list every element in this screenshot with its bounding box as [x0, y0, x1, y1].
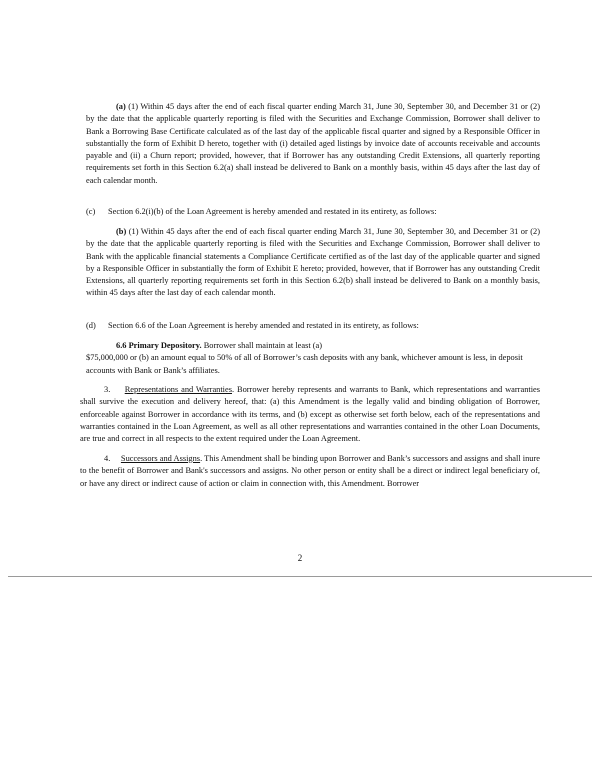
section-4 [80, 453, 540, 490]
paragraph-6-6 [86, 340, 540, 377]
section-3-title: Representations and Warranties [124, 385, 232, 394]
amendment-item-d [86, 320, 540, 332]
amendment-item-c [86, 206, 540, 218]
paragraph-6-2-b [86, 226, 540, 300]
section-6-6-heading: 6.6 Primary Depository. [116, 341, 202, 350]
page-divider [8, 576, 592, 577]
item-d-text: Section 6.6 of the Loan Agreement is hereby amended and restated in its entirety, as follows: [108, 321, 419, 330]
paragraph-label-a: (a) [116, 102, 126, 111]
section-4-text: . This Amendment shall be binding upon Borrower and Bank’s successors and assigns and shall inure to the benefit of Borrower and Bank's successors and assigns. No other person or entity shall be a direct or indirect legal beneficiary of, or have any direct or indirect cause of action or claim in connection with, this Amendment. Borrower [80, 454, 540, 488]
paragraph-label-b: (b) [116, 227, 127, 236]
section-6-6-line1: Borrower shall maintain at least (a) [201, 341, 323, 350]
section-4-title: Successors and Assigns [120, 454, 201, 463]
item-d-marker: (d) [86, 321, 96, 330]
paragraph-6-6-first-line [86, 340, 540, 352]
paragraph-a-text: (1) Within 45 days after the end of each fiscal quarter ending March 31, June 30, September 30, and December 31 or (2) by the date that the applicable quarterly reporting is filed with the Securities and Exchange Commission, Borrower shall deliver to Bank a Borrowing Base Certificate calculated as of the last day of the applicable fiscal quarter and signed by a Responsible Officer in substantially the form of Exhibit D hereto, together with (i) detailed aged listings by invoice date of accounts receivable and accounts payable and (ii) a Churn report; provided, however, that if Borrower has any outstanding Credit Extensions, all quarterly reporting requirements set forth in this Section 6.2(a) shall instead be delivered to Bank on a monthly basis, within 45 days after the last day of each calendar month. [86, 102, 540, 185]
section-6-6-text: $75,000,000 or (b) an amount equal to 50% of all of Borrower’s cash deposits with any bank, whichever amount is less, in deposit accounts with Bank or Bank’s affiliates. [86, 353, 523, 375]
paragraph-b-text: (1) Within 45 days after the end of each fiscal quarter ending March 31, June 30, September 30, and December 31 or (2) by the date that the applicable quarterly reporting is filed with the Securities and Exchange Commission, Borrower shall deliver to Bank with the applicable financial statements a Compliance Certificate certified as of the last day of the applicable quarter and signed by a Responsible Officer in substantially the form of Exhibit E hereto; provided, however, that if Borrower has any outstanding Credit Extensions, all quarterly reporting requirements set forth in this Section 6.2(b) shall instead be delivered to Bank on a monthly basis, within 45 days after the last day of each calendar month. [86, 227, 540, 298]
item-c-text: Section 6.2(i)(b) of the Loan Agreement is hereby amended and restated in its entirety, as follows: [108, 207, 437, 216]
section-4-number: 4. [104, 454, 111, 463]
item-c-marker: (c) [86, 207, 96, 216]
paragraph-6-2-a [86, 101, 540, 187]
section-3 [80, 384, 540, 445]
page-number: 2 [297, 553, 303, 563]
section-3-number: 3. [104, 385, 111, 394]
section-3-text: . Borrower hereby represents and warrants to Bank, which representations and warranties shall survive the execution and delivery hereof, that: (a) this Amendment is the legally valid and binding obligation of Borrower, enforceable against Borrower in accordance with its terms, and (b) except as otherwise set forth below, each of the representations and warranties contained in the Loan Agreement, as well as all other representations and warranties contained in the other Loan Documents, are true and correct in all respects to the extent required under the Loan Agreement. [80, 385, 541, 444]
